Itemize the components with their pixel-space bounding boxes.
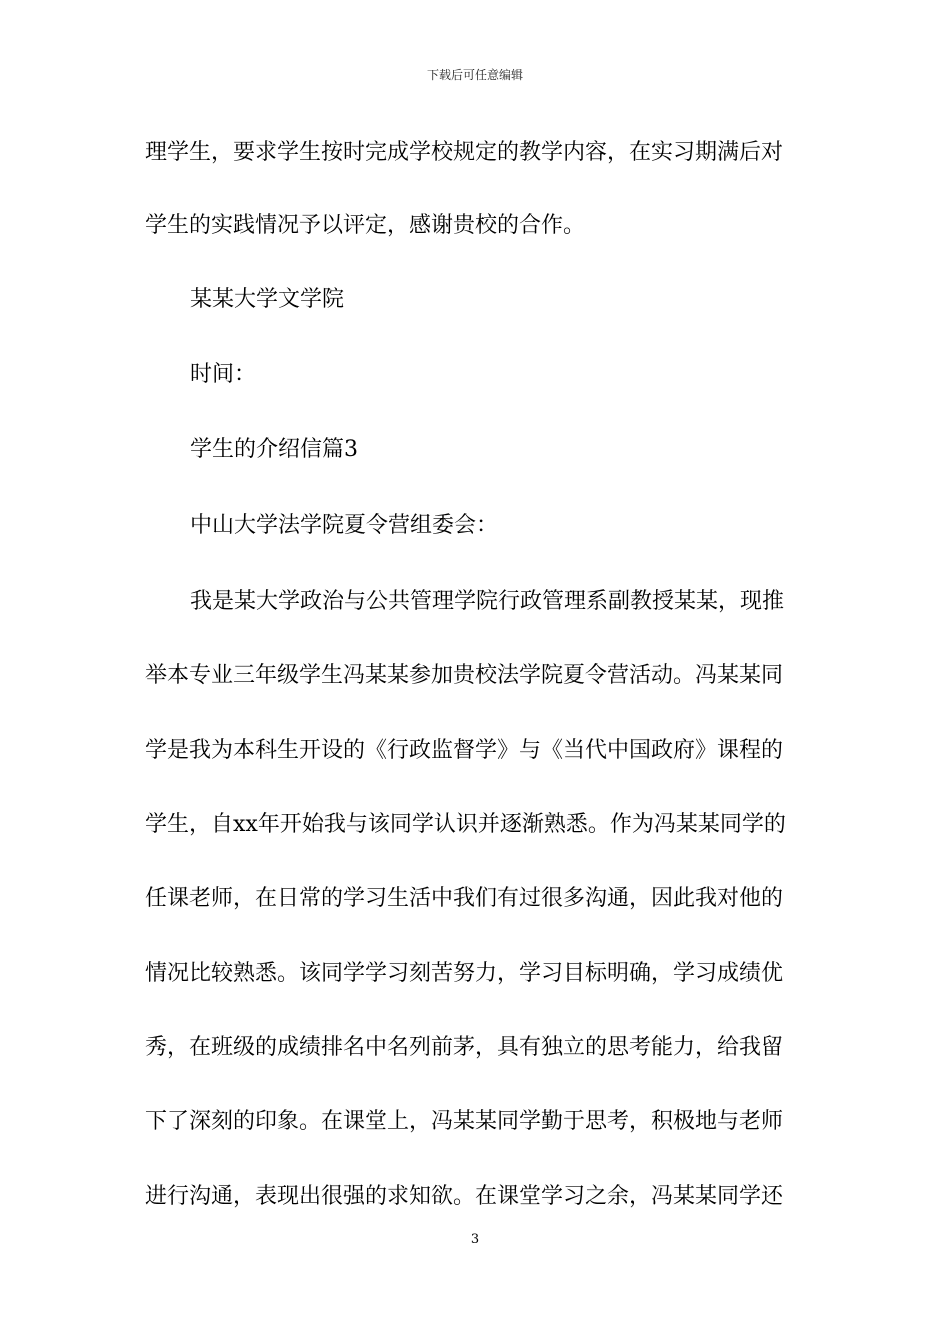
signature-institution: 某某大学文学院 — [190, 287, 345, 312]
body-line: 任课老师，在日常的学习生活中我们有过很多沟通，因此我对他的 — [145, 886, 784, 911]
body-line: 举本专业三年级学生冯某某参加贵校法学院夏令营活动。冯某某同 — [145, 663, 784, 688]
body-line: 下了深刻的印象。在课堂上，冯某某同学勤于思考，积极地与老师 — [145, 1109, 784, 1134]
body-line: 秀，在班级的成绩排名中名列前茅，具有独立的思考能力，给我留 — [145, 1035, 784, 1060]
body-line: 进行沟通，表现出很强的求知欲。在课堂学习之余，冯某某同学还 — [145, 1184, 784, 1209]
page-number: 3 — [470, 1232, 480, 1247]
body-line: 理学生，要求学生按时完成学校规定的教学内容，在实习期满后对 — [145, 140, 784, 165]
page-header: 下载后可任意编辑 — [426, 68, 523, 82]
body-line: 情况比较熟悉。该同学学习刻苦努力，学习目标明确，学习成绩优 — [145, 961, 784, 986]
body-line: 学生的实践情况予以评定，感谢贵校的合作。 — [145, 213, 586, 238]
signature-date: 时间： — [190, 362, 257, 387]
salutation: 中山大学法学院夏令营组委会： — [190, 513, 499, 538]
body-line: 学生，自xx年开始我与该同学认识并逐渐熟悉。作为冯某某同学的 — [145, 812, 786, 837]
body-line: 学是我为本科生开设的《行政监督学》与《当代中国政府》课程的 — [145, 738, 784, 763]
body-line: 我是某大学政治与公共管理学院行政管理系副教授某某，现推 — [190, 589, 785, 614]
section-title: 学生的介绍信篇3 — [190, 437, 358, 462]
